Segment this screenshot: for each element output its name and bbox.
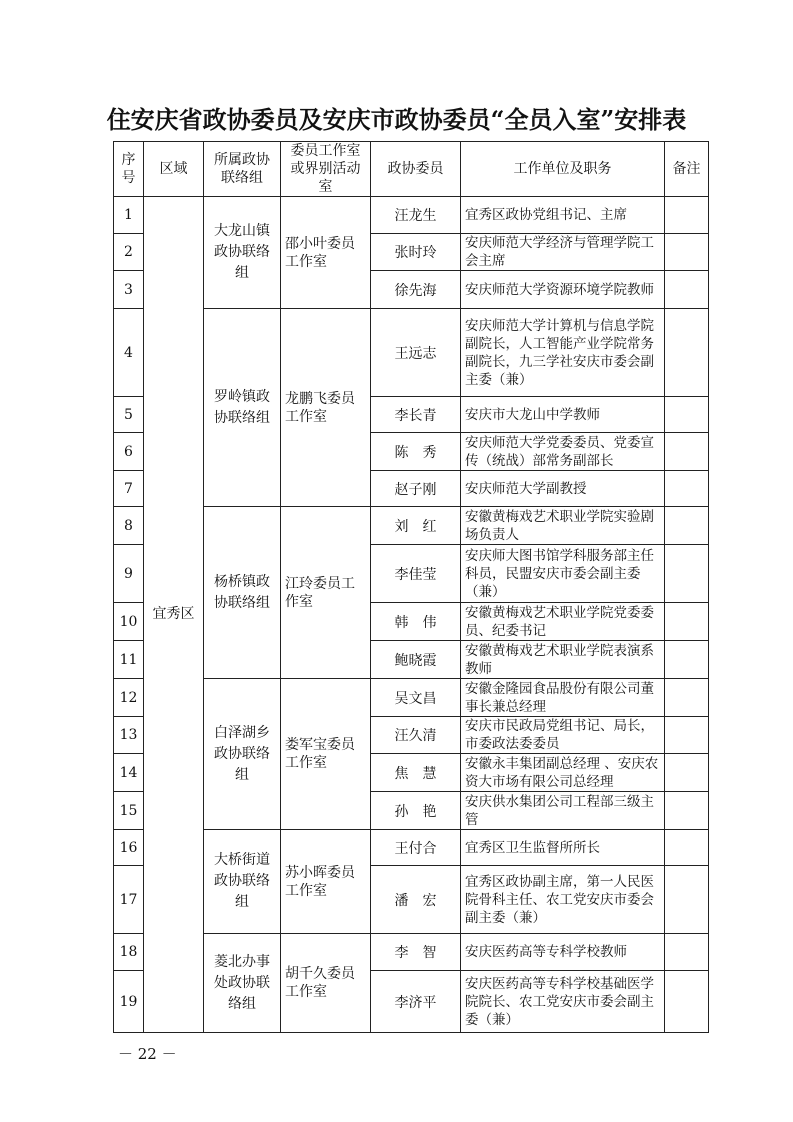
remark bbox=[665, 545, 709, 603]
table-header-row bbox=[114, 142, 709, 197]
member-duty: 安庆供水集团公司工程部三级主管 bbox=[461, 792, 665, 830]
member-name: 潘 宏 bbox=[371, 866, 461, 934]
liaison-group: 杨桥镇政协联络组 bbox=[204, 507, 281, 679]
member-duty: 安庆市民政局党组书记、局长，市委政法委委员 bbox=[461, 717, 665, 754]
member-name: 汪龙生 bbox=[371, 197, 461, 234]
arrangement-table bbox=[113, 141, 709, 1033]
member-duty: 安庆师范大学经济与管理学院工会主席 bbox=[461, 234, 665, 271]
header-cell: 所属政协联络组 bbox=[204, 142, 281, 197]
row-number: 5 bbox=[114, 397, 144, 433]
member-name: 鲍晓霞 bbox=[371, 641, 461, 679]
table-row bbox=[114, 197, 709, 234]
member-name: 李佳莹 bbox=[371, 545, 461, 603]
header-cell: 政协委员 bbox=[371, 142, 461, 197]
row-number: 3 bbox=[114, 271, 144, 309]
remark bbox=[665, 717, 709, 754]
row-number: 7 bbox=[114, 471, 144, 507]
member-duty: 安徽黄梅戏艺术职业学院表演系教师 bbox=[461, 641, 665, 679]
member-duty: 宜秀区卫生监督所所长 bbox=[461, 830, 665, 866]
row-number: 2 bbox=[114, 234, 144, 271]
row-number: 4 bbox=[114, 309, 144, 397]
remark bbox=[665, 934, 709, 971]
member-duty: 宜秀区政协党组书记、主席 bbox=[461, 197, 665, 234]
row-number: 12 bbox=[114, 679, 144, 717]
row-number: 1 bbox=[114, 197, 144, 234]
liaison-group: 白泽湖乡政协联络组 bbox=[204, 679, 281, 830]
liaison-group: 大龙山镇政协联络组 bbox=[204, 197, 281, 309]
remark bbox=[665, 754, 709, 792]
row-number: 15 bbox=[114, 792, 144, 830]
remark bbox=[665, 830, 709, 866]
row-number: 14 bbox=[114, 754, 144, 792]
member-name: 王付合 bbox=[371, 830, 461, 866]
member-duty: 安徽黄梅戏艺术职业学院党委委员、纪委书记 bbox=[461, 603, 665, 641]
member-duty: 安庆师大图书馆学科服务部主任科员，民盟安庆市委会副主委（兼） bbox=[461, 545, 665, 603]
remark bbox=[665, 471, 709, 507]
row-number: 17 bbox=[114, 866, 144, 934]
member-name: 徐先海 bbox=[371, 271, 461, 309]
header-cell: 工作单位及职务 bbox=[461, 142, 665, 197]
header-cell: 序号 bbox=[114, 142, 144, 197]
row-number: 11 bbox=[114, 641, 144, 679]
remark bbox=[665, 197, 709, 234]
row-number: 18 bbox=[114, 934, 144, 971]
studio: 苏小晖委员工作室 bbox=[281, 830, 371, 934]
row-number: 16 bbox=[114, 830, 144, 866]
member-name: 汪久清 bbox=[371, 717, 461, 754]
document-title: 住安庆省政协委员及安庆市政协委员“全员入室”安排表 bbox=[106, 105, 687, 134]
member-name: 李长青 bbox=[371, 397, 461, 433]
member-name: 孙 艳 bbox=[371, 792, 461, 830]
member-duty: 安徽金隆园食品股份有限公司董事长兼总经理 bbox=[461, 679, 665, 717]
table-row bbox=[114, 934, 709, 971]
liaison-group: 大桥街道政协联络组 bbox=[204, 830, 281, 934]
remark bbox=[665, 603, 709, 641]
studio: 胡千久委员工作室 bbox=[281, 934, 371, 1033]
member-duty: 安庆医药高等专科学校教师 bbox=[461, 934, 665, 971]
row-number: 6 bbox=[114, 433, 144, 471]
member-name: 刘 红 bbox=[371, 507, 461, 545]
row-number: 9 bbox=[114, 545, 144, 603]
region-cell: 宜秀区 bbox=[144, 197, 204, 1033]
header-cell: 备注 bbox=[665, 142, 709, 197]
remark bbox=[665, 971, 709, 1033]
table-row bbox=[114, 830, 709, 866]
member-name: 焦 慧 bbox=[371, 754, 461, 792]
member-name: 陈 秀 bbox=[371, 433, 461, 471]
remark bbox=[665, 641, 709, 679]
remark bbox=[665, 433, 709, 471]
member-name: 吴文昌 bbox=[371, 679, 461, 717]
member-duty: 安庆师范大学资源环境学院教师 bbox=[461, 271, 665, 309]
page-number: － 22 － bbox=[118, 1045, 177, 1063]
member-duty: 安庆师范大学党委委员、党委宣传（统战）部常务副部长 bbox=[461, 433, 665, 471]
studio: 邵小叶委员工作室 bbox=[281, 197, 371, 309]
remark bbox=[665, 507, 709, 545]
liaison-group: 罗岭镇政协联络组 bbox=[204, 309, 281, 507]
row-number: 10 bbox=[114, 603, 144, 641]
remark bbox=[665, 866, 709, 934]
member-name: 韩 伟 bbox=[371, 603, 461, 641]
member-name: 李济平 bbox=[371, 971, 461, 1033]
row-number: 13 bbox=[114, 717, 144, 754]
member-duty: 宜秀区政协副主席，第一人民医院骨科主任、农工党安庆市委会副主委（兼） bbox=[461, 866, 665, 934]
member-name: 王远志 bbox=[371, 309, 461, 397]
remark bbox=[665, 679, 709, 717]
member-name: 李 智 bbox=[371, 934, 461, 971]
remark bbox=[665, 397, 709, 433]
remark bbox=[665, 792, 709, 830]
liaison-group: 菱北办事处政协联络组 bbox=[204, 934, 281, 1033]
studio: 娄军宝委员工作室 bbox=[281, 679, 371, 830]
row-number: 19 bbox=[114, 971, 144, 1033]
member-duty: 安庆市大龙山中学教师 bbox=[461, 397, 665, 433]
member-duty: 安庆医药高等专科学校基础医学院院长、农工党安庆市委会副主委（兼） bbox=[461, 971, 665, 1033]
header-cell: 区域 bbox=[144, 142, 204, 197]
member-duty: 安庆师范大学副教授 bbox=[461, 471, 665, 507]
member-name: 张时玲 bbox=[371, 234, 461, 271]
remark bbox=[665, 271, 709, 309]
header-cell: 委员工作室或界别活动室 bbox=[281, 142, 371, 197]
remark bbox=[665, 309, 709, 397]
table-row bbox=[114, 507, 709, 545]
table-row bbox=[114, 679, 709, 717]
studio: 龙鹏飞委员工作室 bbox=[281, 309, 371, 507]
member-duty: 安庆师范大学计算机与信息学院副院长，人工智能产业学院常务副院长，九三学社安庆市委会副主委（兼） bbox=[461, 309, 665, 397]
studio: 江玲委员工作室 bbox=[281, 507, 371, 679]
remark bbox=[665, 234, 709, 271]
row-number: 8 bbox=[114, 507, 144, 545]
table-row bbox=[114, 309, 709, 397]
member-name: 赵子刚 bbox=[371, 471, 461, 507]
member-duty: 安徽黄梅戏艺术职业学院实验剧场负责人 bbox=[461, 507, 665, 545]
member-duty: 安徽永丰集团副总经理 、安庆农资大市场有限公司总经理 bbox=[461, 754, 665, 792]
